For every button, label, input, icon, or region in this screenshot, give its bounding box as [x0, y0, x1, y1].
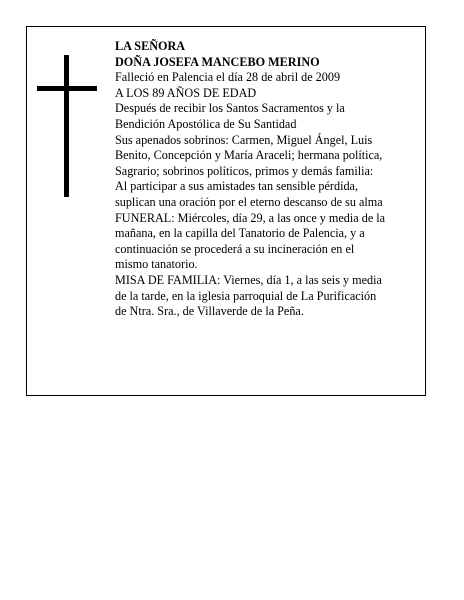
text-line: FUNERAL: Miércoles, día 29, a las once y media de la [115, 210, 386, 225]
text-line: de Ntra. Sra., de Villaverde de la Peña. [115, 304, 304, 319]
age-statement: A LOS 89 AÑOS DE EDAD [115, 85, 257, 100]
text-line: MISA DE FAMILIA: Viernes, día 1, a las seis y media [115, 272, 382, 287]
notice-text [115, 39, 421, 320]
cross-vertical-bar [64, 55, 69, 197]
text-line: continuación se procederá a su incineración en el [115, 241, 355, 256]
text-line: Bendición Apostólica de Su Santidad [115, 116, 297, 131]
text-line: Al participar a sus amistades tan sensible pérdida, [115, 179, 359, 194]
sacraments-paragraph [115, 101, 421, 132]
text-line: suplican una oración por el eterno descanso de su alma [115, 194, 383, 209]
text-line: Benito, Concepción y María Araceli; hermana política, [115, 148, 383, 163]
text-line: de la tarde, en la iglesia parroquial de La Purificación [115, 288, 377, 303]
obituary-notice [26, 26, 426, 396]
funeral-paragraph [115, 211, 421, 273]
honorific: LA SEÑORA [115, 39, 186, 53]
death-statement: Falleció en Palencia el día 28 de abril de 2009 [115, 70, 341, 85]
text-line: Sus apenados sobrinos: Carmen, Miguel Ángel, Luis [115, 132, 373, 147]
prayer-paragraph [115, 179, 421, 210]
text-line: mañana, en la capilla del Tanatorio de Palencia, y a [115, 226, 365, 241]
cross-horizontal-bar [37, 86, 97, 91]
text-line: Después de recibir los Santos Sacramentos y la [115, 101, 345, 116]
text-line: mismo tanatorio. [115, 257, 198, 272]
mass-paragraph [115, 273, 421, 320]
cross-icon [37, 55, 97, 197]
text-line: Sagrario; sobrinos políticos, primos y demás familia: [115, 163, 374, 178]
deceased-name: DOÑA JOSEFA MANCEBO MERINO [115, 54, 320, 69]
family-paragraph [115, 133, 421, 180]
